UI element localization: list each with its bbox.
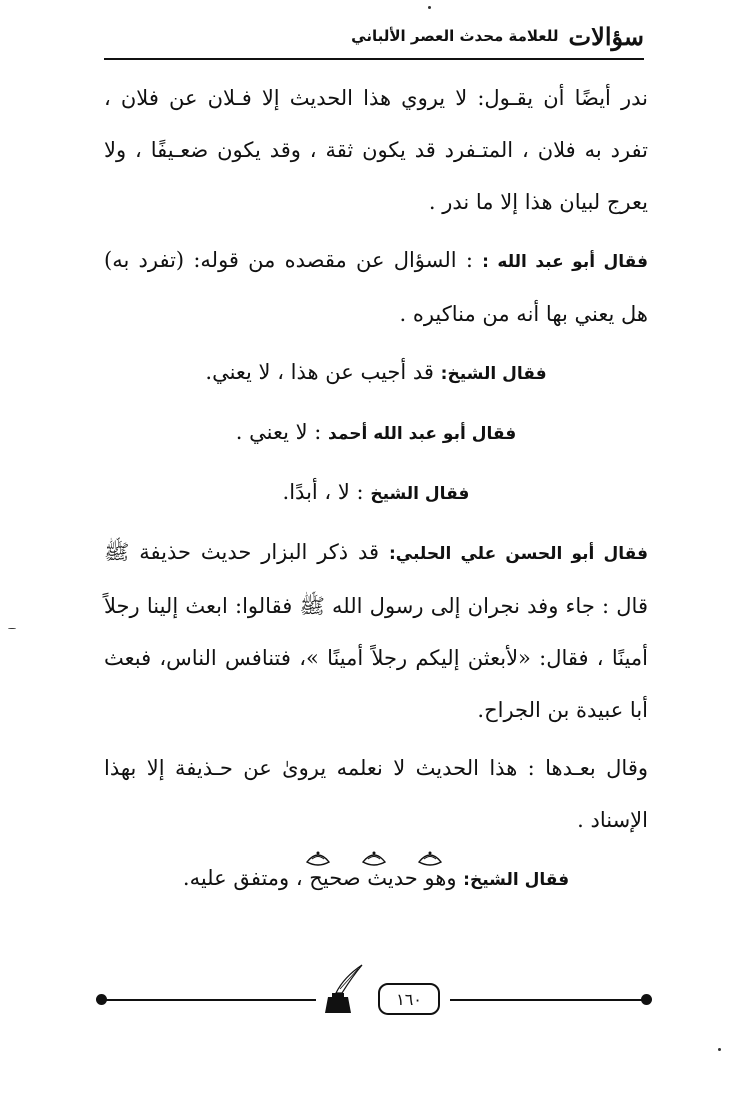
book-title-logo: سؤالات: [568, 21, 644, 51]
footer-dot-right: [641, 994, 652, 1005]
running-header: [104, 14, 644, 58]
print-speck: [428, 6, 431, 9]
header-rule: [104, 58, 644, 60]
paragraph-text: : السؤال عن مقصده من قوله: (تفرد به) هل يعني بها أنه من مناكيره .: [104, 248, 648, 326]
paragraph-text: وقال بعـدها : هذا الحديث لا نعلمه يروىٰ عن حـذيفة إلا بهذا الإسناد .: [104, 756, 648, 832]
footer-rule-right: [450, 999, 646, 1001]
paragraph-text: قد ذكر البزار حديث حذيفة ﷺ قال : جاء وفد نجران إلى رسول الله ﷺ فقالوا: ابعث إلينا رجلاً أمينًا ، فقال: «لأبعثن إليكم رجلاً أمينًا »، فتنافس الناس، فبعث أبا عبيدة بن الجراح.: [104, 540, 648, 722]
page-number: ١٦٠: [378, 983, 440, 1015]
paragraph-2: [104, 234, 648, 340]
section-ornaments: [0, 850, 748, 868]
paragraph-1: [104, 72, 648, 228]
paragraph-text: ندر أيضًا أن يقـول: لا يروي هذا الحديث إلا فـلان عن فلان ، تفرد به فلان ، المتـفرد قد يكون ثقة ، وقد يكون ضعـيفًا ، ولا يعرج لبيان هذا إلا ما ندر .: [104, 86, 648, 214]
paragraph-text: قد أجيب عن هذا ، لا يعني.: [205, 360, 434, 384]
page-footer: [96, 975, 652, 1025]
speaker-label: فقال الشيخ:: [463, 870, 570, 890]
page-body: [104, 72, 648, 912]
paragraph-5: [104, 466, 648, 520]
speaker-label: فقال الشيخ: [370, 484, 470, 504]
inkwell-quill-icon: [318, 963, 364, 1017]
paragraph-text: : لا يعني .: [235, 420, 322, 444]
speaker-label: فقال الشيخ:: [440, 364, 547, 384]
footer-rule-left: [102, 999, 316, 1001]
paragraph-6: [104, 526, 648, 736]
ornament-icon: [305, 850, 331, 868]
print-speck: [718, 1048, 721, 1051]
paragraph-text: وهو حديث صحيح ، ومتفق عليه.: [182, 866, 457, 890]
print-speck: [8, 628, 16, 629]
ornament-icon: [417, 850, 443, 868]
book-subtitle: للعلامة محدث العصر الألباني: [351, 27, 559, 45]
ornament-icon: [361, 850, 387, 868]
speaker-label: فقال أبو عبد الله أحمد: [328, 424, 517, 444]
paragraph-7: [104, 742, 648, 846]
speaker-label: فقال أبو عبد الله :: [482, 252, 648, 272]
paragraph-3: [104, 346, 648, 400]
paragraph-4: [104, 406, 648, 460]
paragraph-text: : لا ، أبدًا.: [282, 480, 364, 504]
speaker-label: فقال أبو الحسن علي الحلبي:: [388, 544, 648, 564]
